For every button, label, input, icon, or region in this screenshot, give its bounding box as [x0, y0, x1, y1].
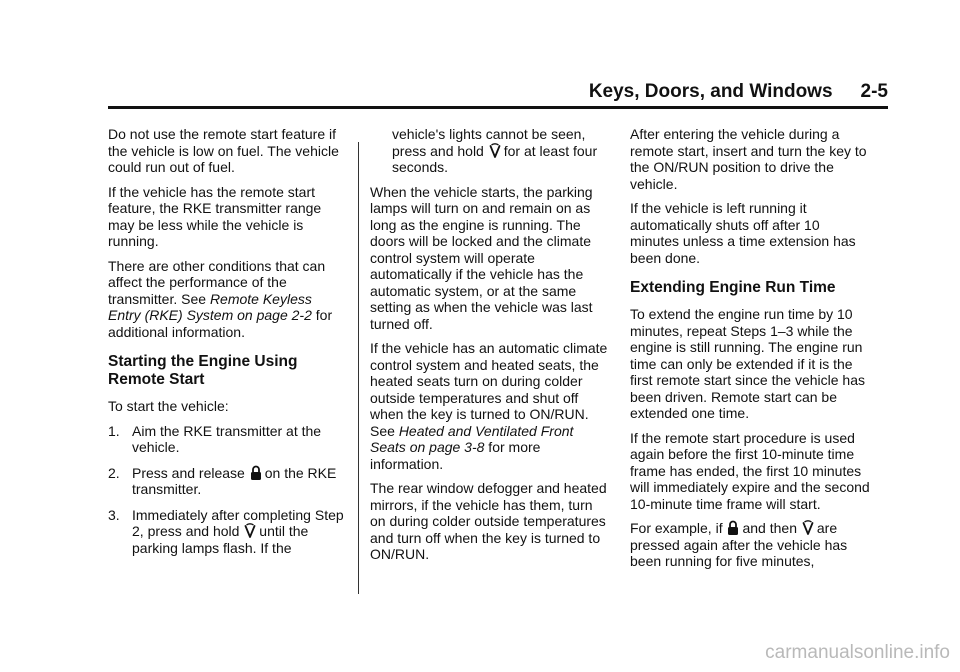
lock-icon — [250, 465, 262, 481]
paragraph: If the vehicle is left running it automatically shuts off after 10 minutes unless a time extension has been done. — [630, 200, 856, 266]
text: for additional information. — [108, 307, 333, 340]
text: for more information. — [370, 439, 541, 472]
paragraph — [630, 520, 872, 570]
column-middle — [370, 126, 608, 571]
remote-start-icon — [489, 143, 501, 159]
step-item — [108, 507, 346, 557]
column-divider — [358, 142, 359, 594]
step-text: on the RKE transmitter. — [132, 464, 337, 497]
paragraph: When the vehicle starts, the parking lamps will turn on and remain on as long as the engine is running. The doors will be locked and the climate control system will operate automatically if the vehicle has the automatic system, or at the same setting as when the vehicle was last turned off. — [370, 183, 593, 332]
paragraph: If the remote start procedure is used again before the first 10-minute time frame has ended, the first 10 minutes will immediately expire and the second 10-minute time frame will start. — [630, 429, 870, 512]
paragraph: The rear window defogger and heated mirrors, if the vehicle has them, turn on during colder outside temperatures and turn off when the key is turned to ON/RUN. — [370, 480, 607, 562]
cross-reference-link[interactable]: Heated and Ventilated Front Seats on page 3-8 — [370, 422, 574, 455]
text: There are other conditions that can affect the performance of the transmitter. See — [108, 257, 326, 307]
remote-start-icon — [802, 520, 814, 536]
lock-icon — [727, 520, 739, 536]
column-right — [630, 126, 872, 578]
page-header — [589, 78, 888, 106]
paragraph: Do not use the remote start feature if the vehicle is low on fuel. The vehicle could run out of fuel. — [108, 126, 339, 175]
page-number: 2-5 — [860, 81, 888, 102]
text: are pressed again after the vehicle has been running for five minutes, — [630, 520, 848, 569]
text: and then — [742, 520, 801, 536]
step-item — [108, 423, 346, 456]
step-number: 3. — [108, 506, 120, 523]
step-text: Immediately after completing Step 2, press and hold — [132, 506, 344, 539]
cross-reference-link[interactable]: Remote Keyless Entry (RKE) System on page 2-2 — [108, 290, 312, 323]
column-left — [108, 126, 346, 565]
text: If the vehicle has an automatic climate control system and heated seats, the heated seats turn on during colder outside temperatures and shut off when the key is turned to ON/RUN. See — [370, 340, 608, 439]
step-continuation — [370, 126, 608, 176]
text: for at least four seconds. — [392, 142, 598, 175]
text: vehicle's lights cannot be seen, press and hold — [392, 126, 586, 159]
paragraph: If the vehicle has the remote start feature, the RKE transmitter range may be less while the vehicle is running. — [108, 183, 322, 249]
paragraph — [108, 258, 346, 341]
step-number: 1. — [108, 422, 120, 439]
step-text: until the parking lamps flash. If the — [132, 523, 309, 556]
section-heading: Starting the Engine Using Remote Start — [108, 353, 298, 388]
paragraph — [370, 340, 608, 472]
section-title: Keys, Doors, and Windows — [588, 81, 833, 102]
text: For example, if — [630, 520, 727, 536]
step-text: Aim the RKE transmitter at the vehicle. — [132, 422, 322, 455]
paragraph: To extend the engine run time by 10 minutes, repeat Steps 1–3 while the engine is still running. The engine run time can only be extended if it is the first remote start since the vehicle has been driven. Remote start can be extended one time. — [630, 306, 865, 421]
paragraph: To start the vehicle: — [108, 398, 229, 414]
step-item — [108, 465, 346, 498]
header-rule — [108, 106, 888, 109]
step-number: 2. — [108, 464, 120, 481]
section-heading: Extending Engine Run Time — [630, 279, 836, 296]
paragraph: After entering the vehicle during a remote start, insert and turn the key to the ON/RUN position to drive the vehicle. — [630, 126, 867, 192]
watermark: carmanualsonline.info — [765, 642, 950, 663]
remote-start-icon — [244, 523, 256, 539]
step-text: Press and release — [132, 464, 249, 481]
